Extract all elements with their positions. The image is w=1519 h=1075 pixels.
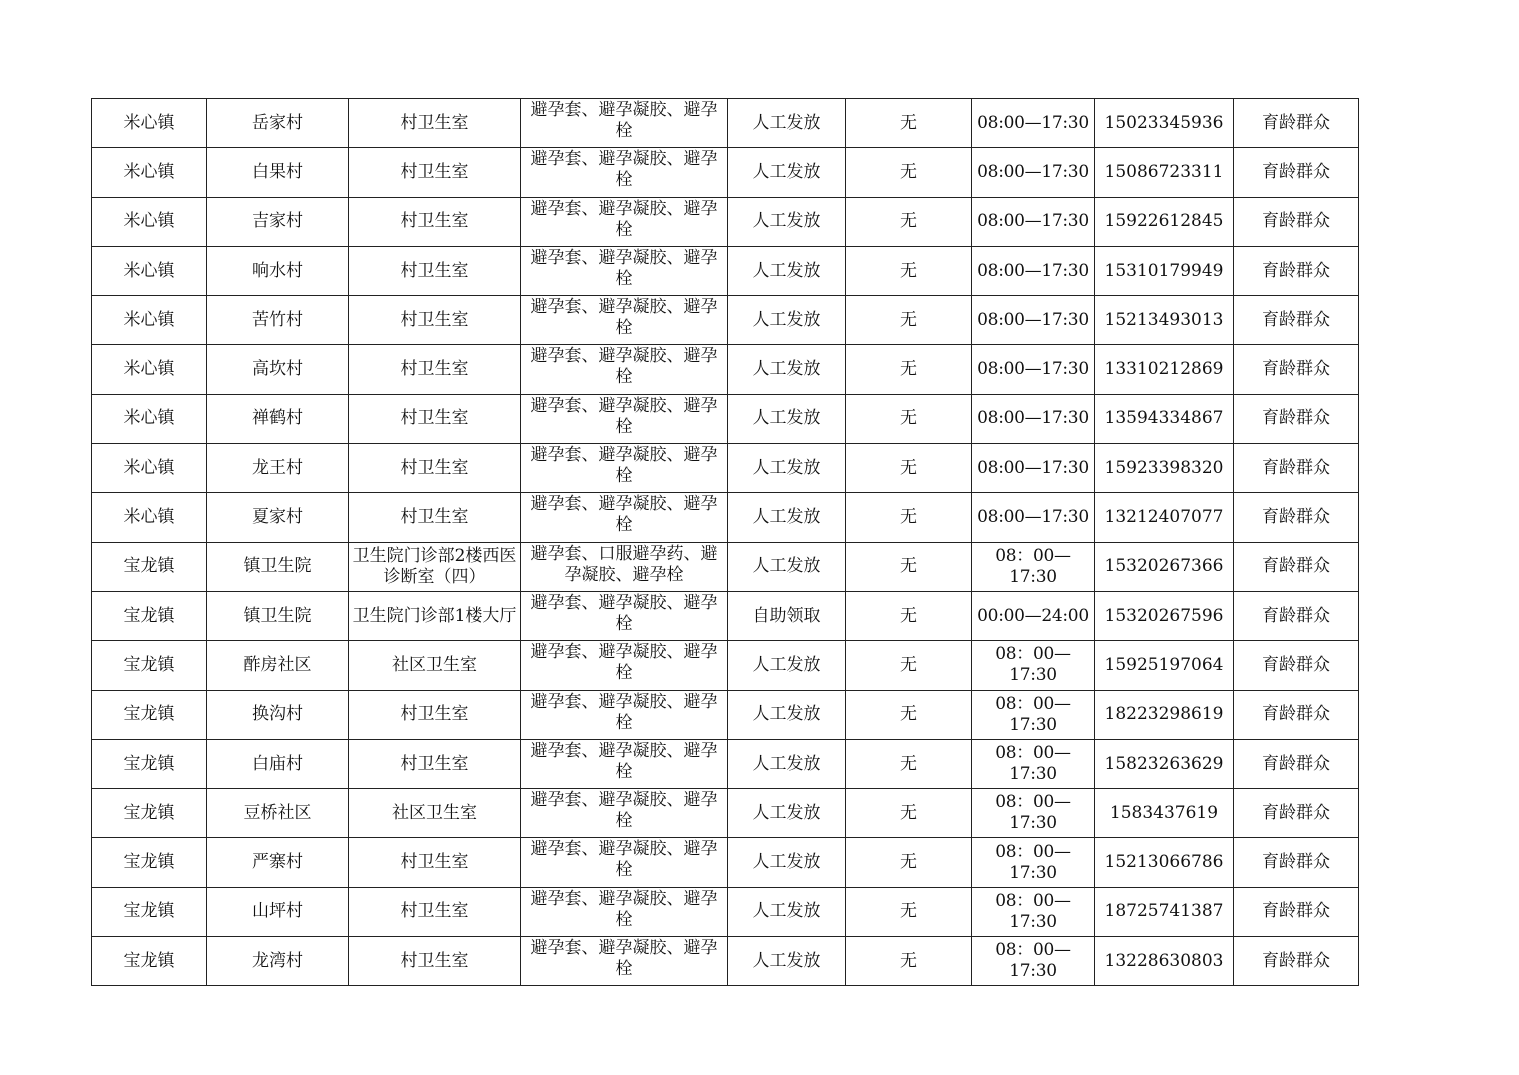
village-cell: 禅鹤村 — [207, 394, 349, 443]
table-row — [92, 838, 1359, 887]
hours-cell: 08:00—17:30 — [972, 99, 1095, 148]
fee-cell: 无 — [846, 493, 972, 542]
method-cell: 人工发放 — [728, 394, 846, 443]
items-cell: 避孕套、避孕凝胶、避孕栓 — [521, 296, 728, 345]
hours-cell: 08:00—17:30 — [972, 246, 1095, 295]
hours-cell: 08:00—17:30 — [972, 493, 1095, 542]
table-row — [92, 641, 1359, 690]
target-cell: 育龄群众 — [1234, 99, 1359, 148]
hours-cell: 08：00—17:30 — [972, 937, 1095, 986]
phone-cell: 13228630803 — [1095, 937, 1234, 986]
method-cell: 人工发放 — [728, 937, 846, 986]
method-cell: 人工发放 — [728, 789, 846, 838]
phone-cell: 13310212869 — [1095, 345, 1234, 394]
site-cell: 村卫生室 — [349, 148, 521, 197]
hours-cell: 08：00—17:30 — [972, 838, 1095, 887]
target-cell: 育龄群众 — [1234, 197, 1359, 246]
table-row — [92, 542, 1359, 591]
items-cell: 避孕套、避孕凝胶、避孕栓 — [521, 493, 728, 542]
items-cell: 避孕套、避孕凝胶、避孕栓 — [521, 197, 728, 246]
method-cell: 人工发放 — [728, 542, 846, 591]
phone-cell: 15320267366 — [1095, 542, 1234, 591]
target-cell: 育龄群众 — [1234, 739, 1359, 788]
phone-cell: 18223298619 — [1095, 690, 1234, 739]
items-cell: 避孕套、避孕凝胶、避孕栓 — [521, 345, 728, 394]
method-cell: 人工发放 — [728, 887, 846, 936]
hours-cell: 08：00—17:30 — [972, 641, 1095, 690]
hours-cell: 08：00—17:30 — [972, 887, 1095, 936]
table-row — [92, 739, 1359, 788]
village-cell: 镇卫生院 — [207, 542, 349, 591]
table-row — [92, 148, 1359, 197]
hours-cell: 08：00—17:30 — [972, 542, 1095, 591]
site-cell: 村卫生室 — [349, 937, 521, 986]
items-cell: 避孕套、避孕凝胶、避孕栓 — [521, 690, 728, 739]
town-cell: 宝龙镇 — [92, 542, 207, 591]
method-cell: 人工发放 — [728, 148, 846, 197]
phone-cell: 15310179949 — [1095, 246, 1234, 295]
items-cell: 避孕套、避孕凝胶、避孕栓 — [521, 246, 728, 295]
town-cell: 米心镇 — [92, 296, 207, 345]
fee-cell: 无 — [846, 148, 972, 197]
fee-cell: 无 — [846, 739, 972, 788]
table-row — [92, 444, 1359, 493]
village-cell: 白庙村 — [207, 739, 349, 788]
fee-cell: 无 — [846, 444, 972, 493]
phone-cell: 15823263629 — [1095, 739, 1234, 788]
table-body — [92, 99, 1359, 986]
items-cell: 避孕套、避孕凝胶、避孕栓 — [521, 887, 728, 936]
items-cell: 避孕套、避孕凝胶、避孕栓 — [521, 937, 728, 986]
target-cell: 育龄群众 — [1234, 789, 1359, 838]
distribution-table — [91, 98, 1359, 986]
village-cell: 龙王村 — [207, 444, 349, 493]
method-cell: 人工发放 — [728, 246, 846, 295]
phone-cell: 15922612845 — [1095, 197, 1234, 246]
town-cell: 宝龙镇 — [92, 641, 207, 690]
fee-cell: 无 — [846, 887, 972, 936]
fee-cell: 无 — [846, 99, 972, 148]
target-cell: 育龄群众 — [1234, 345, 1359, 394]
phone-cell: 15213066786 — [1095, 838, 1234, 887]
town-cell: 米心镇 — [92, 345, 207, 394]
site-cell: 村卫生室 — [349, 296, 521, 345]
village-cell: 吉家村 — [207, 197, 349, 246]
method-cell: 人工发放 — [728, 345, 846, 394]
fee-cell: 无 — [846, 690, 972, 739]
hours-cell: 00:00—24:00 — [972, 591, 1095, 640]
site-cell: 村卫生室 — [349, 838, 521, 887]
village-cell: 高坎村 — [207, 345, 349, 394]
items-cell: 避孕套、避孕凝胶、避孕栓 — [521, 789, 728, 838]
site-cell: 村卫生室 — [349, 739, 521, 788]
village-cell: 岳家村 — [207, 99, 349, 148]
target-cell: 育龄群众 — [1234, 246, 1359, 295]
items-cell: 避孕套、避孕凝胶、避孕栓 — [521, 394, 728, 443]
target-cell: 育龄群众 — [1234, 838, 1359, 887]
table-row — [92, 591, 1359, 640]
items-cell: 避孕套、口服避孕药、避孕凝胶、避孕栓 — [521, 542, 728, 591]
site-cell: 村卫生室 — [349, 246, 521, 295]
method-cell: 人工发放 — [728, 99, 846, 148]
target-cell: 育龄群众 — [1234, 444, 1359, 493]
phone-cell: 13594334867 — [1095, 394, 1234, 443]
village-cell: 响水村 — [207, 246, 349, 295]
method-cell: 人工发放 — [728, 838, 846, 887]
village-cell: 夏家村 — [207, 493, 349, 542]
table-row — [92, 197, 1359, 246]
town-cell: 米心镇 — [92, 148, 207, 197]
site-cell: 卫生院门诊部1楼大厅 — [349, 591, 521, 640]
phone-cell: 13212407077 — [1095, 493, 1234, 542]
method-cell: 人工发放 — [728, 444, 846, 493]
target-cell: 育龄群众 — [1234, 493, 1359, 542]
table-row — [92, 493, 1359, 542]
phone-cell: 15925197064 — [1095, 641, 1234, 690]
fee-cell: 无 — [846, 937, 972, 986]
town-cell: 宝龙镇 — [92, 591, 207, 640]
items-cell: 避孕套、避孕凝胶、避孕栓 — [521, 641, 728, 690]
hours-cell: 08：00—17:30 — [972, 739, 1095, 788]
fee-cell: 无 — [846, 838, 972, 887]
table-row — [92, 296, 1359, 345]
town-cell: 米心镇 — [92, 99, 207, 148]
town-cell: 宝龙镇 — [92, 887, 207, 936]
table-row — [92, 345, 1359, 394]
phone-cell: 18725741387 — [1095, 887, 1234, 936]
table-row — [92, 690, 1359, 739]
town-cell: 米心镇 — [92, 246, 207, 295]
hours-cell: 08:00—17:30 — [972, 148, 1095, 197]
town-cell: 米心镇 — [92, 444, 207, 493]
site-cell: 村卫生室 — [349, 887, 521, 936]
items-cell: 避孕套、避孕凝胶、避孕栓 — [521, 838, 728, 887]
town-cell: 宝龙镇 — [92, 690, 207, 739]
village-cell: 龙湾村 — [207, 937, 349, 986]
phone-cell: 15213493013 — [1095, 296, 1234, 345]
site-cell: 村卫生室 — [349, 99, 521, 148]
phone-cell: 15023345936 — [1095, 99, 1234, 148]
table-row — [92, 937, 1359, 986]
village-cell: 苦竹村 — [207, 296, 349, 345]
village-cell: 酢房社区 — [207, 641, 349, 690]
target-cell: 育龄群众 — [1234, 148, 1359, 197]
method-cell: 人工发放 — [728, 493, 846, 542]
site-cell: 村卫生室 — [349, 345, 521, 394]
site-cell: 村卫生室 — [349, 690, 521, 739]
hours-cell: 08：00—17:30 — [972, 789, 1095, 838]
method-cell: 人工发放 — [728, 641, 846, 690]
target-cell: 育龄群众 — [1234, 887, 1359, 936]
site-cell: 村卫生室 — [349, 444, 521, 493]
village-cell: 换沟村 — [207, 690, 349, 739]
site-cell: 村卫生室 — [349, 197, 521, 246]
town-cell: 宝龙镇 — [92, 838, 207, 887]
fee-cell: 无 — [846, 246, 972, 295]
fee-cell: 无 — [846, 296, 972, 345]
items-cell: 避孕套、避孕凝胶、避孕栓 — [521, 444, 728, 493]
method-cell: 人工发放 — [728, 296, 846, 345]
table-row — [92, 887, 1359, 936]
items-cell: 避孕套、避孕凝胶、避孕栓 — [521, 739, 728, 788]
town-cell: 米心镇 — [92, 394, 207, 443]
town-cell: 米心镇 — [92, 493, 207, 542]
site-cell: 村卫生室 — [349, 493, 521, 542]
table-row — [92, 99, 1359, 148]
target-cell: 育龄群众 — [1234, 296, 1359, 345]
table-row — [92, 789, 1359, 838]
hours-cell: 08：00—17:30 — [972, 690, 1095, 739]
hours-cell: 08:00—17:30 — [972, 296, 1095, 345]
method-cell: 人工发放 — [728, 690, 846, 739]
town-cell: 米心镇 — [92, 197, 207, 246]
hours-cell: 08:00—17:30 — [972, 394, 1095, 443]
fee-cell: 无 — [846, 542, 972, 591]
town-cell: 宝龙镇 — [92, 739, 207, 788]
target-cell: 育龄群众 — [1234, 937, 1359, 986]
method-cell: 自助领取 — [728, 591, 846, 640]
target-cell: 育龄群众 — [1234, 641, 1359, 690]
village-cell: 镇卫生院 — [207, 591, 349, 640]
fee-cell: 无 — [846, 197, 972, 246]
target-cell: 育龄群众 — [1234, 591, 1359, 640]
hours-cell: 08:00—17:30 — [972, 444, 1095, 493]
items-cell: 避孕套、避孕凝胶、避孕栓 — [521, 591, 728, 640]
hours-cell: 08:00—17:30 — [972, 197, 1095, 246]
fee-cell: 无 — [846, 641, 972, 690]
phone-cell: 15923398320 — [1095, 444, 1234, 493]
target-cell: 育龄群众 — [1234, 394, 1359, 443]
target-cell: 育龄群众 — [1234, 690, 1359, 739]
hours-cell: 08:00—17:30 — [972, 345, 1095, 394]
target-cell: 育龄群众 — [1234, 542, 1359, 591]
method-cell: 人工发放 — [728, 739, 846, 788]
phone-cell: 15086723311 — [1095, 148, 1234, 197]
items-cell: 避孕套、避孕凝胶、避孕栓 — [521, 99, 728, 148]
table-row — [92, 394, 1359, 443]
village-cell: 山坪村 — [207, 887, 349, 936]
village-cell: 白果村 — [207, 148, 349, 197]
phone-cell: 1583437619 — [1095, 789, 1234, 838]
village-cell: 豆桥社区 — [207, 789, 349, 838]
fee-cell: 无 — [846, 345, 972, 394]
fee-cell: 无 — [846, 394, 972, 443]
phone-cell: 15320267596 — [1095, 591, 1234, 640]
fee-cell: 无 — [846, 591, 972, 640]
method-cell: 人工发放 — [728, 197, 846, 246]
site-cell: 社区卫生室 — [349, 641, 521, 690]
village-cell: 严寨村 — [207, 838, 349, 887]
site-cell: 卫生院门诊部2楼西医诊断室（四） — [349, 542, 521, 591]
town-cell: 宝龙镇 — [92, 937, 207, 986]
site-cell: 村卫生室 — [349, 394, 521, 443]
town-cell: 宝龙镇 — [92, 789, 207, 838]
fee-cell: 无 — [846, 789, 972, 838]
table-row — [92, 246, 1359, 295]
items-cell: 避孕套、避孕凝胶、避孕栓 — [521, 148, 728, 197]
site-cell: 社区卫生室 — [349, 789, 521, 838]
